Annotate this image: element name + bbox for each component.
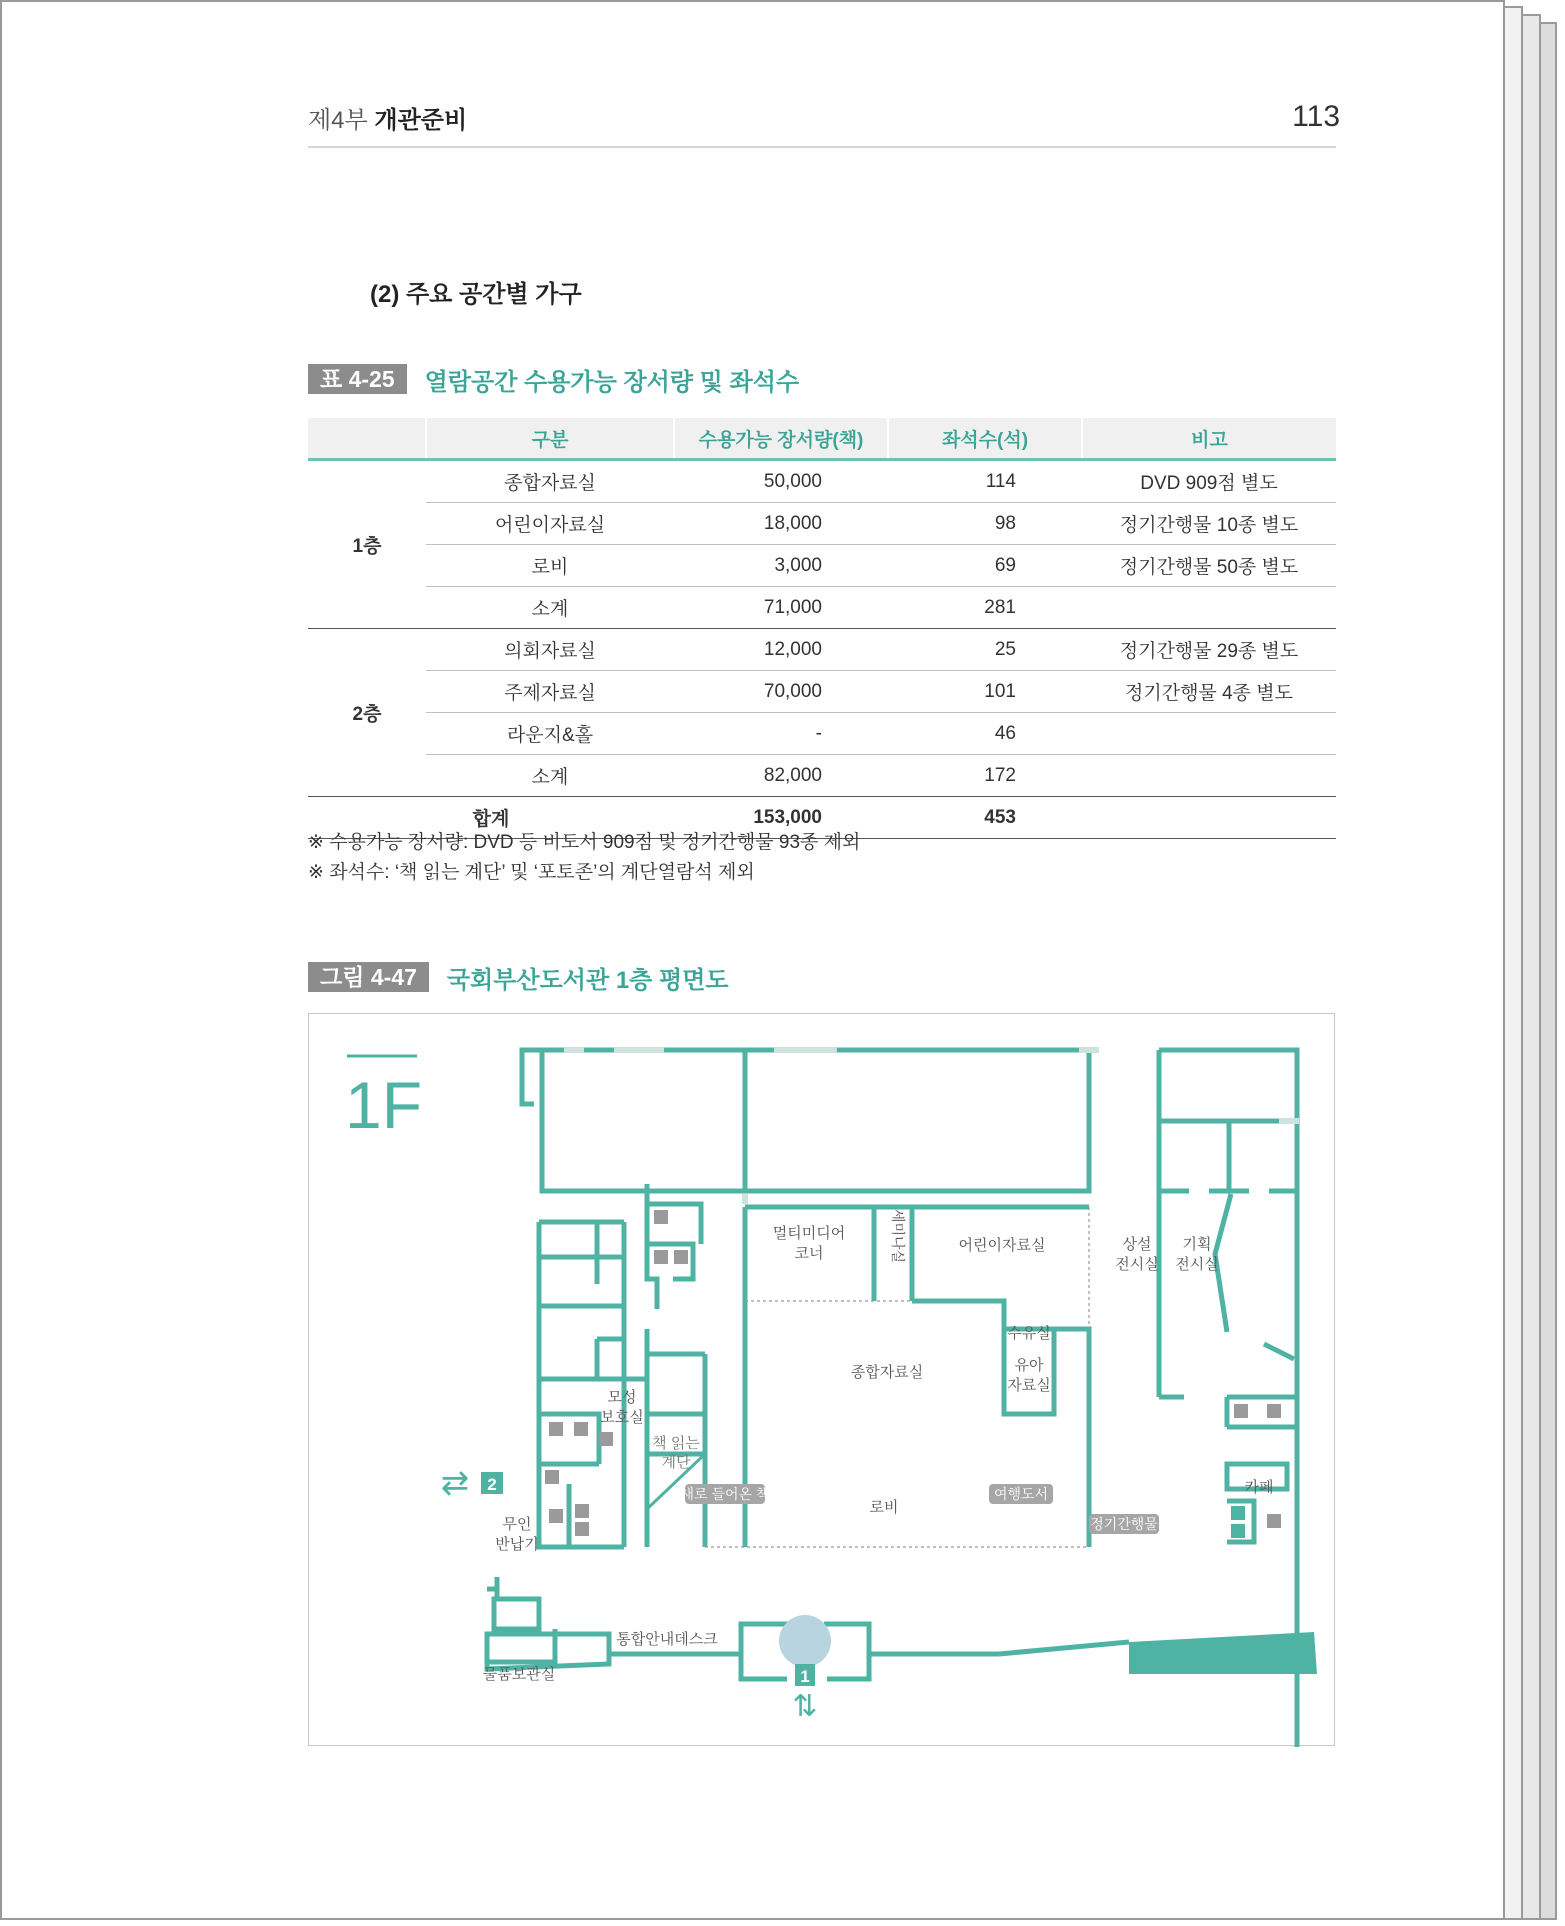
room-label: 책 읽는 — [652, 1435, 700, 1452]
table-caption — [308, 364, 799, 394]
cell-seats: 114 — [888, 460, 1082, 503]
cell-note: DVD 909점 별도 — [1082, 460, 1336, 503]
part-label: 제4부 — [308, 107, 368, 134]
badge-periodicals-label: 정기간행물 — [1090, 1516, 1158, 1532]
cell-seats: 46 — [888, 713, 1082, 755]
page-stack-edge — [1541, 22, 1557, 1920]
cell-books: 70,000 — [674, 671, 888, 713]
cell-note — [1082, 713, 1336, 755]
floor-plan-wall-wedge — [1129, 1632, 1317, 1674]
floor-label: 1F — [345, 1068, 423, 1142]
header-rule — [308, 146, 1336, 148]
badge-new-books-label: 새로 들어온 책 — [680, 1486, 770, 1502]
cell-seats: 69 — [888, 545, 1082, 587]
cell-seats: 172 — [888, 755, 1082, 797]
entrance-2-number: 2 — [487, 1475, 497, 1494]
room-label: 통합안내데스크 — [616, 1631, 718, 1648]
table-row — [308, 713, 1336, 755]
room-label: 전시실 — [1115, 1256, 1159, 1273]
entrance-1-arrows-icon: ⇅ — [792, 1690, 818, 1723]
cell-note — [1082, 755, 1336, 797]
room-label: 코너 — [794, 1245, 824, 1262]
restroom-icon — [549, 1509, 563, 1523]
cell-name: 어린이자료실 — [426, 503, 674, 545]
floor-plan-frame — [308, 1013, 1335, 1746]
figure-caption-title: 국회부산도서관 1층 평면도 — [446, 966, 729, 994]
elevator-icon — [575, 1522, 589, 1536]
cell-name: 주제자료실 — [426, 671, 674, 713]
table-caption-title: 열람공간 수용가능 장서량 및 좌석수 — [424, 368, 800, 396]
total-note — [1082, 797, 1336, 839]
room-label: 유아 — [1014, 1357, 1044, 1374]
room-label: 전시실 — [1175, 1256, 1219, 1273]
note-line: ※ 좌석수: ‘책 읽는 계단’ 및 ‘포토존’의 계단열람석 제외 — [308, 862, 755, 883]
capacity-table — [308, 418, 1336, 839]
header-category: 구분 — [426, 418, 674, 460]
table-row — [308, 755, 1336, 797]
room-label: 어린이자료실 — [958, 1237, 1046, 1254]
figure-caption-tag: 그림 4-47 — [308, 962, 429, 992]
cell-name: 소계 — [426, 587, 674, 629]
escalator-icon — [574, 1422, 588, 1436]
table-header-row — [308, 418, 1336, 460]
section-title: (2) 주요 공간별 가구 — [370, 281, 582, 308]
table-notes — [308, 828, 860, 888]
table-row — [308, 460, 1336, 503]
restroom-icon — [1267, 1404, 1281, 1418]
entrance-marker — [779, 1615, 831, 1667]
cell-note — [1082, 587, 1336, 629]
elevator-icon — [654, 1250, 668, 1264]
cell-books: 82,000 — [674, 755, 888, 797]
room-label: 보호실 — [600, 1409, 644, 1426]
accessible-icon — [545, 1470, 559, 1484]
cell-seats: 281 — [888, 587, 1082, 629]
cell-books: 18,000 — [674, 503, 888, 545]
cell-name: 의회자료실 — [426, 629, 674, 671]
room-label: 로비 — [869, 1499, 899, 1516]
figure-caption — [308, 962, 729, 992]
table-row — [308, 503, 1336, 545]
escalator-icon — [674, 1250, 688, 1264]
room-label: 세미나실 — [890, 1208, 906, 1264]
floor-plan — [309, 1014, 1336, 1747]
elevator-icon — [1231, 1524, 1245, 1538]
chapter-title: 개관준비 — [374, 107, 468, 134]
cell-books: - — [674, 713, 888, 755]
page-number: 113 — [1292, 100, 1340, 133]
cell-name: 로비 — [426, 545, 674, 587]
elevator-icon — [654, 1210, 668, 1224]
room-label: 자료실 — [1007, 1377, 1051, 1394]
table-row — [308, 545, 1336, 587]
page-stack-edge — [1505, 6, 1523, 1920]
table-row — [308, 587, 1336, 629]
room-label: 카페 — [1244, 1479, 1274, 1496]
cell-books: 50,000 — [674, 460, 888, 503]
elevator-icon — [1231, 1506, 1245, 1520]
room-label: 멀티미디어 — [772, 1225, 846, 1242]
cell-books: 71,000 — [674, 587, 888, 629]
cell-seats: 101 — [888, 671, 1082, 713]
table-caption-tag: 표 4-25 — [308, 364, 407, 394]
room-label: 수유실 — [1007, 1325, 1051, 1342]
room-label: 물품보관실 — [482, 1666, 556, 1683]
badge-travel-label: 여행도서 — [993, 1486, 1049, 1502]
cell-name: 종합자료실 — [426, 460, 674, 503]
floor-label: 1층 — [308, 460, 426, 629]
restroom-icon — [1267, 1514, 1281, 1528]
cell-note: 정기간행물 50종 별도 — [1082, 545, 1336, 587]
room-label: 종합자료실 — [850, 1364, 924, 1381]
room-label: 계단 — [661, 1454, 691, 1471]
cell-books: 12,000 — [674, 629, 888, 671]
header-blank — [308, 418, 426, 460]
cell-seats: 25 — [888, 629, 1082, 671]
note-line: ※ 수용가능 장서량: DVD 등 비도서 909점 및 정기간행물 93종 제외 — [308, 832, 861, 853]
cell-name: 소계 — [426, 755, 674, 797]
cell-name: 라운지&홀 — [426, 713, 674, 755]
table-row — [308, 671, 1336, 713]
total-label: 합계 — [308, 797, 674, 839]
header-books: 수용가능 장서량(책) — [674, 418, 888, 460]
entrance-1-number: 1 — [800, 1667, 810, 1686]
table-row — [308, 629, 1336, 671]
header-seats: 좌석수(석) — [888, 418, 1082, 460]
cell-note: 정기간행물 10종 별도 — [1082, 503, 1336, 545]
header-note: 비고 — [1082, 418, 1336, 460]
room-label: 기획 — [1182, 1236, 1212, 1253]
cell-note: 정기간행물 4종 별도 — [1082, 671, 1336, 713]
cell-note: 정기간행물 29종 별도 — [1082, 629, 1336, 671]
elevator-icon — [575, 1504, 589, 1518]
room-label: 모성 — [607, 1389, 637, 1406]
floor-plan-windows — [564, 1050, 1299, 1204]
entrance-2-arrows-icon: ⇄ — [440, 1464, 470, 1502]
total-books: 153,000 — [674, 797, 888, 839]
running-header — [308, 100, 467, 135]
cell-seats: 98 — [888, 503, 1082, 545]
total-seats: 453 — [888, 797, 1082, 839]
restroom-icon — [549, 1422, 563, 1436]
floor-label: 2층 — [308, 629, 426, 797]
room-label: 무인 — [502, 1516, 532, 1533]
room-label: 반납기 — [495, 1536, 539, 1553]
elevator-icon — [599, 1432, 613, 1446]
room-label: 상설 — [1122, 1236, 1152, 1253]
escalator-icon — [1234, 1404, 1248, 1418]
cell-books: 3,000 — [674, 545, 888, 587]
page-stack-edge — [1523, 14, 1541, 1920]
